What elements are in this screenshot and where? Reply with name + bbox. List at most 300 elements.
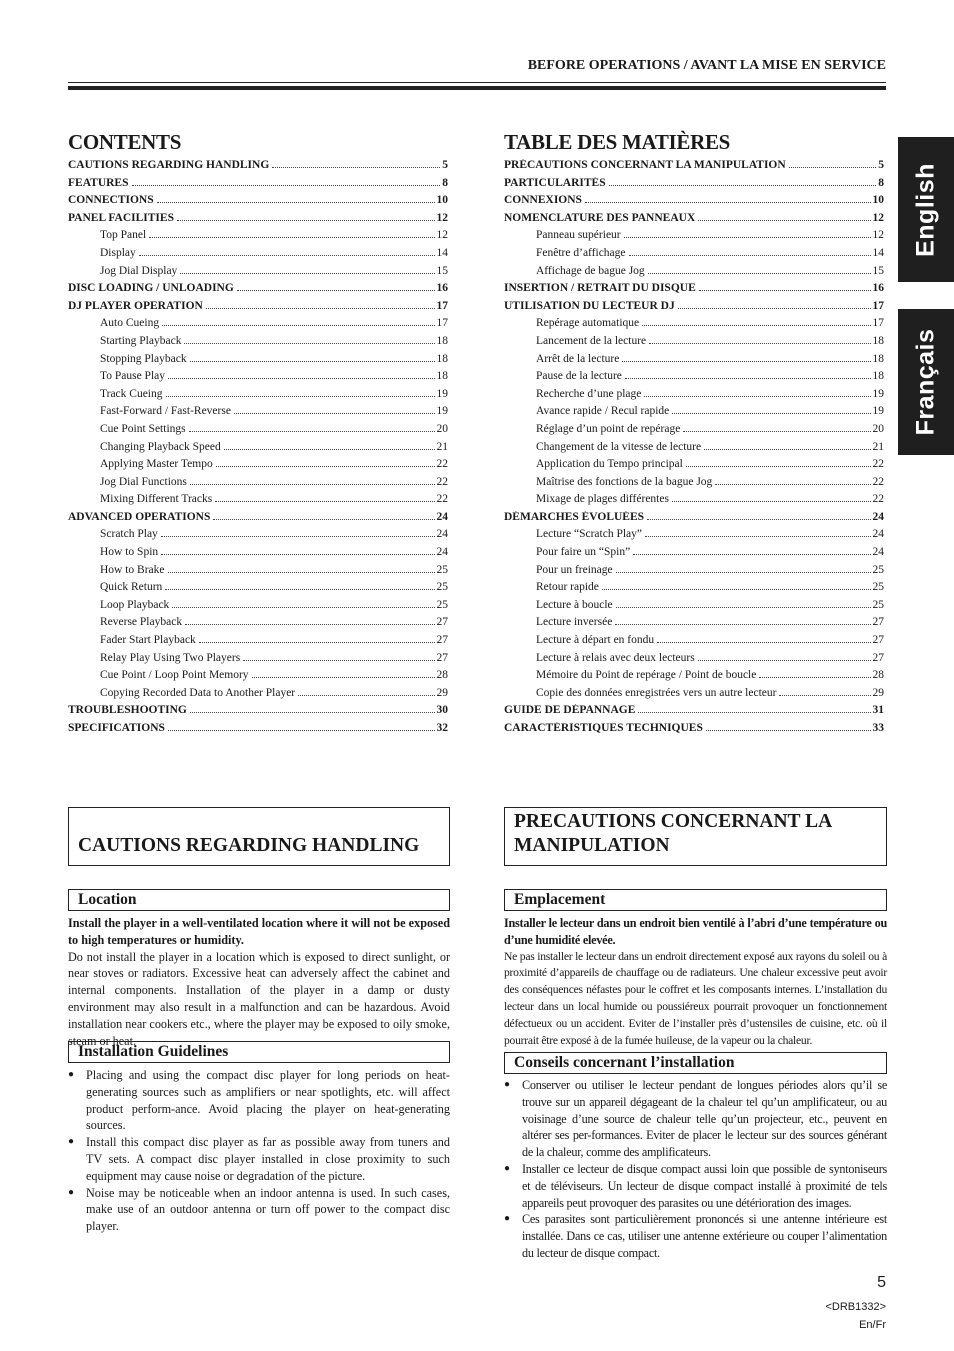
toc-entry-label: Retour rapide: [536, 581, 599, 594]
toc-entry[interactable]: [68, 194, 448, 212]
toc-leader-dots: [616, 607, 871, 608]
toc-entry-label: Jog Dial Display: [100, 264, 178, 277]
toc-leader-dots: [272, 167, 440, 168]
toc-entry[interactable]: [504, 704, 884, 722]
toc-entry-page: 17: [872, 317, 884, 330]
toc-leader-dots: [585, 202, 871, 203]
toc-entry-label: TROUBLESHOOTING: [68, 704, 187, 717]
toc-leader-dots: [715, 484, 870, 485]
toc-entry-label: Changing Playback Speed: [100, 440, 221, 453]
toc-entry-label: Arrêt de la lecture: [536, 352, 620, 365]
toc-entry-label: Stopping Playback: [100, 352, 187, 365]
toc-entry-label: Panneau supérieur: [536, 229, 621, 242]
toc-entry-label: Cue Point / Loop Point Memory: [100, 669, 249, 682]
toc-leader-dots: [624, 237, 871, 238]
toc-entry-page: 21: [436, 440, 448, 453]
toc-entry-page: 25: [872, 598, 884, 611]
toc-entry-page: 28: [872, 669, 884, 682]
toc-entry-label: Maîtrise des fonctions de la bague Jog: [536, 475, 713, 488]
section-title-box: [68, 807, 450, 866]
toc-entry-label: Lecture à relais avec deux lecteurs: [536, 651, 695, 664]
toc-entry-page: 14: [436, 246, 448, 259]
toc-entry-page: 5: [442, 159, 448, 171]
toc-entry[interactable]: [68, 229, 448, 247]
toc-entry-page: 24: [872, 510, 884, 523]
bullet-item: ● Installer ce lecteur de disque compact aussi loin que possible de syntoniseurs et de téléviseurs. Un lecteur de disque compact installé à proximité de tels appareils peut provoquer des parasites ou une détérioration des images.: [504, 1161, 887, 1211]
toc-entry-page: 24: [436, 546, 448, 559]
guidelines-list: [68, 1067, 450, 1235]
contents-english: [68, 130, 448, 740]
toc-entry-page: 17: [436, 299, 448, 312]
toc-entry-label: Cue Point Settings: [100, 422, 186, 435]
toc-entry[interactable]: [68, 511, 448, 529]
toc-entry-label: SPECIFICATIONS: [68, 722, 165, 734]
toc-entry-page: 12: [436, 211, 448, 224]
doc-code: [780, 1298, 886, 1334]
toc-entry-page: 12: [872, 229, 884, 242]
toc-entry-page: 32: [436, 722, 448, 734]
toc-leader-dots: [683, 431, 870, 432]
toc-leader-dots: [699, 290, 871, 291]
toc-entry[interactable]: [504, 546, 884, 564]
toc-entry[interactable]: [504, 353, 884, 371]
toc-entry[interactable]: [504, 634, 884, 652]
toc-entry[interactable]: [68, 704, 448, 722]
toc-entry-label: Fader Start Playback: [100, 634, 196, 647]
toc-leader-dots: [166, 396, 435, 397]
toc-entry-label: Applying Master Tempo: [100, 458, 213, 471]
toc-entry-label: GUIDE DE DÉPANNAGE: [504, 704, 636, 717]
bullet-item: ● Ces parasites sont particulièrement prononcés si une antenne intérieure est installée. Dans ce cas, utiliser une antenne extérieure ou couper l’alimentation du lecteur de disque compact.: [504, 1211, 887, 1261]
toc-entry[interactable]: [504, 177, 884, 195]
guidelines-text: [68, 1067, 450, 1235]
toc-leader-dots: [224, 449, 435, 450]
toc-entry-page: 15: [872, 264, 884, 277]
toc-entry[interactable]: [68, 528, 448, 546]
toc-entry-label: Lecture à départ en fondu: [536, 634, 655, 647]
header-rule-thick: [68, 86, 886, 90]
toc-entry-label: CONNECTIONS: [68, 194, 154, 207]
bullet-item: ● Conserver ou utiliser le lecteur pendant de longues périodes alors qu’il se trouve sur un appareil dégageant de la chaleur tel qu’un amplificateur, ou au voisinage d’une source de chaleur telle qu’un projecteur, etc., peuvent en altérer ses per-formances. Eviter de placer le lecteur sur des sources générant de la chaleur, comme des amplificateurs.: [504, 1077, 887, 1161]
toc-entry[interactable]: [68, 265, 448, 283]
tab-english-label: English: [911, 162, 940, 257]
toc-entry-page: 18: [872, 334, 884, 347]
toc-entry[interactable]: [504, 229, 884, 247]
toc-entry[interactable]: [504, 458, 884, 476]
toc-leader-dots: [161, 554, 434, 555]
toc-entry-label: Mixing Different Tracks: [100, 493, 213, 506]
toc-entry-page: 21: [872, 440, 884, 453]
toc-entry[interactable]: [504, 687, 884, 705]
toc-leader-dots: [161, 536, 435, 537]
toc-entry-label: PANEL FACILITIES: [68, 211, 174, 224]
toc-entry-page: 29: [872, 686, 884, 699]
toc-entry[interactable]: [504, 652, 884, 670]
toc-entry-page: 29: [436, 686, 448, 699]
toc-entry[interactable]: [68, 687, 448, 705]
toc-entry[interactable]: [68, 282, 448, 300]
toc-leader-dots: [678, 308, 871, 309]
toc-entry-page: 31: [872, 704, 884, 717]
toc-leader-dots: [177, 220, 435, 221]
toc-entry[interactable]: [504, 300, 884, 318]
toc-entry[interactable]: [504, 317, 884, 335]
toc-entry-page: 25: [872, 563, 884, 576]
subheading-conseils: Conseils concernant l’installation: [504, 1052, 887, 1074]
toc-entry-label: Loop Playback: [100, 598, 170, 611]
toc-entry-label: Pour faire un “Spin”: [536, 546, 631, 559]
contents-list: [68, 159, 448, 740]
emplacement-body: Ne pas installer le lecteur dans un endroit directement exposé aux rayons du soleil ou à proximité d’appareils de chauffage ou de radiateurs. Une chaleur excessive peut avoir des conséquences néfastes pour le coffret et les composants internes. L’installation du lecteur dans un local humide ou poussiéreux pourrait provoquer un fonctionnement défectueux ou un accident. Eviter de l’installer près d’ustensiles de cuisine, etc. où il pourrait être exposé à de la fumée huileuse, de la vapeur ou la chaleur.: [504, 949, 887, 1047]
toc-entry-label: Affichage de bague Jog: [536, 264, 645, 277]
toc-entry-label: FEATURES: [68, 176, 129, 189]
toc-entry[interactable]: [68, 634, 448, 652]
toc-entry-label: PRÉCAUTIONS CONCERNANT LA MANIPULATION: [504, 159, 786, 171]
toc-leader-dots: [165, 589, 434, 590]
page-number: 5: [877, 1274, 886, 1291]
toc-entry-page: 33: [872, 722, 884, 734]
toc-leader-dots: [190, 712, 435, 713]
toc-entry-page: 19: [872, 387, 884, 400]
toc-leader-dots: [622, 361, 870, 362]
toc-entry-page: 18: [436, 334, 448, 347]
toc-entry-page: 10: [872, 194, 884, 207]
toc-entry-page: 19: [436, 405, 448, 418]
toc-leader-dots: [189, 431, 435, 432]
toc-leader-dots: [706, 730, 871, 731]
toc-entry-page: 20: [436, 422, 448, 435]
toc-leader-dots: [216, 466, 435, 467]
toc-entry-page: 22: [872, 475, 884, 488]
conseils-text: [504, 1077, 887, 1262]
toc-entry-page: 20: [872, 422, 884, 435]
toc-entry-label: DISC LOADING / UNLOADING: [68, 282, 234, 295]
toc-entry-page: 22: [872, 493, 884, 506]
toc-entry-page: 24: [436, 510, 448, 523]
toc-leader-dots: [215, 501, 434, 502]
section-title: CAUTIONS REGARDING HANDLING: [78, 835, 420, 856]
toc-leader-dots: [162, 325, 434, 326]
toc-entry-page: 18: [436, 370, 448, 383]
emplacement-text: [504, 915, 887, 1049]
toc-entry[interactable]: [504, 159, 884, 177]
toc-entry-label: Mixage de plages différentes: [536, 493, 669, 506]
toc-entry-label: How to Spin: [100, 546, 159, 559]
toc-entry-label: PARTICULARITÉS: [504, 176, 606, 189]
subheading-guidelines: Installation Guidelines: [68, 1041, 450, 1063]
toc-entry-page: 22: [436, 475, 448, 488]
toc-entry[interactable]: [68, 335, 448, 353]
toc-entry-label: Display: [100, 246, 136, 259]
toc-entry-page: 27: [872, 616, 884, 629]
toc-entry-page: 25: [436, 563, 448, 576]
toc-entry[interactable]: [68, 564, 448, 582]
toc-entry-page: 8: [878, 176, 884, 189]
toc-entry-label: Copying Recorded Data to Another Player: [100, 686, 296, 699]
toc-entry[interactable]: [504, 669, 884, 687]
toc-leader-dots: [644, 396, 870, 397]
toc-entry-page: 16: [436, 282, 448, 295]
toc-entry[interactable]: [504, 388, 884, 406]
toc-entry-label: Pour un freinage: [536, 563, 613, 576]
toc-entry-page: 17: [436, 317, 448, 330]
toc-entry-label: NOMENCLATURE DES PANNEAUX: [504, 211, 696, 224]
toc-entry[interactable]: [504, 581, 884, 599]
toc-entry-page: 27: [436, 634, 448, 647]
toc-entry-page: 27: [436, 616, 448, 629]
toc-entry-page: 19: [872, 405, 884, 418]
toc-entry[interactable]: [68, 317, 448, 335]
toc-leader-dots: [704, 449, 870, 450]
toc-entry-page: 24: [872, 546, 884, 559]
toc-entry-page: 24: [436, 528, 448, 541]
toc-leader-dots: [625, 378, 871, 379]
toc-leader-dots: [609, 185, 877, 186]
section-title-fr: PRECAUTIONS CONCERNANT LA MANIPULATION: [514, 811, 832, 856]
section-title-box-fr: [504, 807, 887, 866]
toc-entry-page: 19: [436, 387, 448, 400]
toc-entry[interactable]: [504, 564, 884, 582]
toc-entry[interactable]: [504, 265, 884, 283]
toc-entry[interactable]: [68, 458, 448, 476]
toc-entry-label: Starting Playback: [100, 334, 182, 347]
toc-entry[interactable]: [504, 247, 884, 265]
toc-entry-label: Repérage automatique: [536, 317, 640, 330]
toc-leader-dots: [190, 361, 435, 362]
toc-entry[interactable]: [68, 212, 448, 230]
subheading-location: Location: [68, 889, 450, 911]
conseils-list: [504, 1077, 887, 1262]
contents-title: CONTENTS: [68, 130, 182, 154]
toc-entry-label: Top Panel: [100, 229, 147, 242]
toc-entry[interactable]: [504, 282, 884, 300]
toc-entry[interactable]: [504, 722, 884, 740]
toc-leader-dots: [759, 677, 870, 678]
toc-entry-label: DÉMARCHES ÉVOLUÉES: [504, 510, 645, 523]
toc-entry[interactable]: [504, 511, 884, 529]
toc-entry-label: To Pause Play: [100, 370, 165, 383]
toc-leader-dots: [672, 413, 870, 414]
toc-leader-dots: [602, 589, 871, 590]
toc-leader-dots: [252, 677, 435, 678]
toc-entry[interactable]: [68, 300, 448, 318]
toc-entry-page: 14: [872, 246, 884, 259]
location-lead: Install the player in a well-ventilated location where it will not be exposed to high temperatures or humidity.: [68, 916, 450, 947]
toc-entry[interactable]: [68, 616, 448, 634]
toc-leader-dots: [190, 484, 435, 485]
toc-entry-label: Track Cueing: [100, 387, 163, 400]
toc-leader-dots: [206, 308, 435, 309]
subheading-emplacement: Emplacement: [504, 889, 887, 911]
toc-entry[interactable]: [68, 493, 448, 511]
toc-entry-label: Copie des données enregistrées vers un autre lecteur: [536, 686, 777, 699]
toc-leader-dots: [168, 572, 435, 573]
toc-entry-page: 8: [442, 176, 448, 189]
toc-leader-dots: [698, 660, 871, 661]
location-body: Do not install the player in a location which is exposed to direct sunlight, or near stoves or radiators. Excessive heat can adversely affect the cabinet and internal components. Installation of the player in a damp or dusty environment may also result in a malfunction and can be hazardous. Avoid installation near cookers etc., where the player may be exposed to oily smoke, steam or heat.: [68, 949, 450, 1048]
toc-entry-page: 27: [436, 651, 448, 664]
toc-entry[interactable]: [68, 581, 448, 599]
toc-entry[interactable]: [68, 476, 448, 494]
toc-entry[interactable]: [504, 476, 884, 494]
toc-entry-page: 25: [436, 598, 448, 611]
toc-leader-dots: [199, 642, 435, 643]
bullet-item: ● Noise may be noticeable when an indoor antenna is used. In such cases, make use of an outdoor antenna or turn off power to the compact disc player.: [68, 1185, 450, 1235]
toc-entry[interactable]: [504, 335, 884, 353]
toc-leader-dots: [645, 536, 871, 537]
toc-entry[interactable]: [68, 546, 448, 564]
toc-entry[interactable]: [68, 652, 448, 670]
toc-entry[interactable]: [68, 159, 448, 177]
toc-leader-dots: [616, 572, 871, 573]
emplacement-lead: Installer le lecteur dans un endroit bien ventilé à l’abri d’une température ou d’une humidité elevée.: [504, 916, 887, 947]
toc-entry-page: 17: [872, 299, 884, 312]
toc-entry-page: 27: [872, 651, 884, 664]
toc-entry[interactable]: [68, 599, 448, 617]
toc-leader-dots: [698, 220, 870, 221]
toc-entry-label: Jog Dial Functions: [100, 475, 187, 488]
toc-entry-label: INSERTION / RETRAIT DU DISQUE: [504, 282, 696, 295]
toc-entry[interactable]: [68, 669, 448, 687]
toc-entry-label: Lecture “Scratch Play”: [536, 528, 642, 541]
toc-entry[interactable]: [504, 616, 884, 634]
toc-leader-dots: [213, 519, 434, 520]
toc-entry-label: Reverse Playback: [100, 616, 183, 629]
contents-french: [504, 130, 884, 740]
toc-leader-dots: [149, 237, 434, 238]
toc-entry-label: Quick Return: [100, 581, 163, 594]
toc-leader-dots: [629, 255, 871, 256]
running-header: BEFORE OPERATIONS / AVANT LA MISE EN SERVICE: [527, 58, 886, 73]
toc-entry[interactable]: [504, 423, 884, 441]
toc-entry-label: Réglage d’un point de repérage: [536, 422, 681, 435]
toc-entry[interactable]: [68, 405, 448, 423]
contents-list-fr: [504, 159, 884, 740]
toc-leader-dots: [184, 343, 434, 344]
toc-leader-dots: [779, 695, 870, 696]
toc-entry-label: Changement de la vitesse de lecture: [536, 440, 702, 453]
toc-entry-page: 5: [878, 159, 884, 171]
toc-leader-dots: [672, 501, 871, 502]
toc-leader-dots: [657, 642, 870, 643]
toc-entry-page: 22: [436, 458, 448, 471]
toc-entry-page: 24: [872, 528, 884, 541]
toc-entry-label: Pause de la lecture: [536, 370, 622, 383]
toc-entry-page: 25: [872, 581, 884, 594]
toc-entry-page: 18: [872, 352, 884, 365]
toc-entry-label: Fenêtre d’affichage: [536, 246, 626, 259]
toc-entry-label: Lecture inversée: [536, 616, 613, 629]
toc-leader-dots: [633, 554, 870, 555]
contents-title-fr: TABLE DES MATIÈRES: [504, 130, 731, 154]
toc-leader-dots: [180, 273, 434, 274]
toc-entry-label: How to Brake: [100, 563, 165, 576]
toc-leader-dots: [647, 519, 870, 520]
toc-entry-label: CAUTIONS REGARDING HANDLING: [68, 159, 270, 171]
toc-leader-dots: [789, 167, 877, 168]
toc-entry-page: 22: [872, 458, 884, 471]
toc-entry[interactable]: [68, 177, 448, 195]
toc-entry-page: 22: [436, 493, 448, 506]
toc-leader-dots: [615, 624, 870, 625]
doc-lang-code: En/Fr: [859, 1319, 886, 1331]
toc-entry-label: Fast-Forward / Fast-Reverse: [100, 405, 231, 418]
toc-entry-label: Scratch Play: [100, 528, 158, 541]
toc-entry-label: Recherche d’une plage: [536, 387, 642, 400]
toc-entry[interactable]: [68, 388, 448, 406]
toc-entry[interactable]: [504, 370, 884, 388]
toc-entry[interactable]: [68, 441, 448, 459]
tab-francais[interactable]: [898, 309, 954, 455]
toc-leader-dots: [157, 202, 435, 203]
toc-entry[interactable]: [68, 247, 448, 265]
toc-leader-dots: [638, 712, 870, 713]
toc-entry-page: 30: [436, 704, 448, 717]
toc-entry-label: Lecture à boucle: [536, 598, 613, 611]
location-text: [68, 915, 450, 1049]
toc-entry[interactable]: [504, 493, 884, 511]
toc-entry-page: 12: [872, 211, 884, 224]
toc-entry[interactable]: [504, 528, 884, 546]
toc-entry-page: 18: [872, 370, 884, 383]
toc-entry[interactable]: [504, 599, 884, 617]
toc-entry-label: CARACTÉRISTIQUES TECHNIQUES: [504, 722, 703, 734]
bullet-item: ● Install this compact disc player as far as possible away from tuners and TV sets. A compact disc player installed in close proximity to such equipment may cause noise or degradation of the picture.: [68, 1134, 450, 1184]
toc-leader-dots: [648, 273, 871, 274]
doc-code-id: <DRB1332>: [825, 1301, 886, 1313]
toc-leader-dots: [234, 413, 435, 414]
toc-entry-page: 25: [436, 581, 448, 594]
toc-entry[interactable]: [504, 405, 884, 423]
toc-entry[interactable]: [504, 441, 884, 459]
toc-leader-dots: [686, 466, 871, 467]
toc-leader-dots: [237, 290, 435, 291]
tab-english[interactable]: [898, 137, 954, 282]
bullet-item: ● Placing and using the compact disc player for long periods on heat-generating sources such as amplifiers or near spotlights, etc. will affect product perform-ance. Avoid placing the player on heat-generating sources.: [68, 1067, 450, 1134]
toc-entry-label: UTILISATION DU LECTEUR DJ: [504, 299, 675, 312]
toc-leader-dots: [642, 325, 870, 326]
toc-leader-dots: [243, 660, 434, 661]
toc-entry-page: 18: [436, 352, 448, 365]
toc-entry-page: 28: [436, 669, 448, 682]
toc-entry[interactable]: [504, 212, 884, 230]
toc-leader-dots: [168, 378, 435, 379]
toc-entry[interactable]: [68, 423, 448, 441]
toc-entry-label: Auto Cueing: [100, 317, 160, 330]
toc-entry[interactable]: [504, 194, 884, 212]
header-rule-thin: [68, 82, 886, 83]
toc-entry-page: 15: [436, 264, 448, 277]
toc-entry-page: 27: [872, 634, 884, 647]
toc-entry[interactable]: [68, 370, 448, 388]
toc-entry-label: Avance rapide / Recul rapide: [536, 405, 670, 418]
toc-leader-dots: [132, 185, 441, 186]
toc-entry-label: Relay Play Using Two Players: [100, 651, 241, 664]
toc-entry-label: Lancement de la lecture: [536, 334, 647, 347]
toc-entry-page: 16: [872, 282, 884, 295]
toc-entry-page: 10: [436, 194, 448, 207]
toc-leader-dots: [172, 607, 434, 608]
toc-entry-label: Mémoire du Point de repérage / Point de boucle: [536, 669, 757, 682]
toc-entry[interactable]: [68, 353, 448, 371]
toc-leader-dots: [649, 343, 870, 344]
toc-entry-label: Application du Tempo principal: [536, 458, 683, 471]
tab-francais-label: Français: [911, 328, 940, 436]
toc-entry[interactable]: [68, 722, 448, 740]
toc-entry-label: CONNEXIONS: [504, 194, 582, 207]
toc-entry-label: DJ PLAYER OPERATION: [68, 299, 203, 312]
toc-entry-page: 12: [436, 229, 448, 242]
